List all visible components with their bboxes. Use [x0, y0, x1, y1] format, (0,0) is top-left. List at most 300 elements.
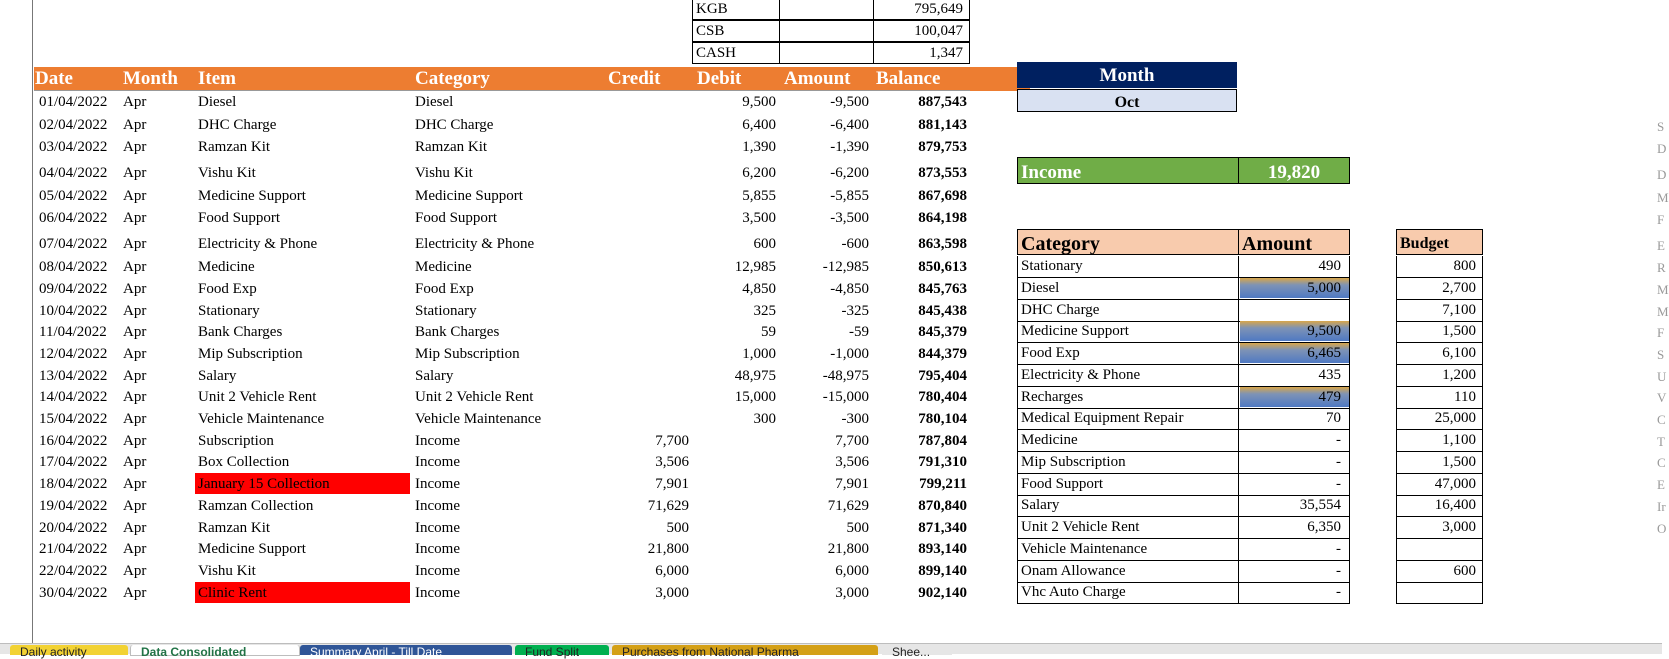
cell-amount[interactable]: -1,390 [830, 139, 869, 155]
cell-category[interactable]: DHC Charge [415, 117, 494, 133]
cell-debit[interactable]: 1,390 [742, 139, 776, 155]
cell-item[interactable]: Box Collection [198, 454, 290, 470]
cell-item[interactable]: DHC Charge [198, 117, 277, 133]
summary-category-cell[interactable] [1017, 539, 1239, 561]
cell-debit[interactable]: 4,850 [742, 281, 776, 297]
summary-category-cell[interactable] [1017, 517, 1239, 539]
summary-budget-cell[interactable] [1396, 474, 1483, 496]
cell-date[interactable]: 01/04/2022 [39, 94, 108, 110]
cell-debit[interactable]: 3,500 [742, 210, 776, 226]
cell-date[interactable]: 09/04/2022 [39, 281, 108, 297]
summary-category-text: Medical Equipment Repair [1021, 410, 1184, 426]
cell-credit[interactable]: 6,000 [655, 563, 689, 579]
cell-debit[interactable]: 6,200 [742, 165, 776, 181]
cell-item[interactable]: Ramzan Kit [198, 520, 271, 536]
cell-debit[interactable]: 6,400 [742, 117, 776, 133]
cell-amount[interactable]: -12,985 [822, 259, 869, 275]
cell-balance[interactable]: 864,198 [918, 210, 967, 226]
bank-balance-value[interactable]: 795,649 [914, 1, 963, 17]
cell-balance[interactable]: 867,698 [918, 188, 967, 204]
cell-date[interactable]: 05/04/2022 [39, 188, 108, 204]
cell-item[interactable]: Ramzan Collection [198, 498, 314, 514]
cell-debit[interactable]: 59 [761, 324, 776, 340]
summary-category-cell[interactable] [1017, 452, 1239, 474]
cell-date[interactable]: 02/04/2022 [39, 117, 108, 133]
summary-budget-text: 1,500 [1442, 323, 1476, 339]
cell-month[interactable]: Apr [123, 585, 147, 601]
cell-month[interactable]: Apr [123, 541, 147, 557]
cell-item[interactable]: Vishu Kit [198, 165, 256, 181]
cell-balance[interactable]: 879,753 [918, 139, 967, 155]
cell-amount[interactable]: 7,700 [835, 433, 869, 449]
summary-amount-text: 70 [1326, 410, 1341, 426]
cell-debit[interactable]: 325 [753, 303, 776, 319]
cell-item[interactable]: Diesel [198, 94, 237, 110]
cell-month[interactable]: Apr [123, 117, 147, 133]
summary-amount-cell[interactable] [1238, 365, 1350, 387]
cell-balance[interactable]: 899,140 [918, 563, 967, 579]
clipped-cell-text: M [1657, 190, 1669, 205]
sheet-tab[interactable]: Purchases from National Pharma [612, 645, 878, 655]
cell-date[interactable]: 21/04/2022 [39, 541, 108, 557]
cell-category[interactable]: Income [415, 520, 460, 536]
cell-month[interactable]: Apr [123, 389, 147, 405]
summary-amount-cell[interactable] [1238, 452, 1350, 474]
cell-balance[interactable]: 902,140 [918, 585, 967, 601]
summary-category-cell[interactable] [1017, 321, 1239, 343]
cell-credit[interactable]: 3,506 [655, 454, 689, 470]
cell-divider [873, 43, 874, 63]
cell-amount[interactable]: 500 [846, 520, 869, 536]
summary-category-text: Electricity & Phone [1021, 367, 1141, 383]
cell-date[interactable]: 16/04/2022 [39, 433, 108, 449]
summary-amount-text: - [1336, 584, 1341, 600]
clipped-cell-text: V [1657, 390, 1667, 405]
summary-budget-cell[interactable] [1396, 321, 1483, 343]
cell-category[interactable]: Bank Charges [415, 324, 500, 340]
cell-balance[interactable]: 870,840 [918, 498, 967, 514]
cell-balance[interactable]: 791,310 [918, 454, 967, 470]
summary-category-cell[interactable] [1017, 561, 1239, 583]
cell-amount[interactable]: 7,901 [835, 476, 869, 492]
summary-amount-cell[interactable] [1238, 539, 1350, 561]
cell-divider [873, 21, 874, 41]
cell-month[interactable]: Apr [123, 476, 147, 492]
summary-budget-text: 800 [1453, 258, 1476, 274]
sheet-tab[interactable]: Fund Split [515, 645, 609, 655]
summary-amount-cell[interactable] [1238, 430, 1350, 452]
summary-amount-cell[interactable] [1238, 561, 1350, 583]
cell-category[interactable]: Income [415, 541, 460, 557]
summary-category-text: Medicine Support [1021, 323, 1129, 339]
summary-category-cell[interactable] [1017, 365, 1239, 387]
summary-category-cell[interactable] [1017, 474, 1239, 496]
header-debit[interactable]: Debit [697, 68, 742, 89]
cell-item[interactable]: Clinic Rent [198, 585, 267, 601]
cell-category[interactable]: Income [415, 454, 460, 470]
cell-item[interactable]: Medicine Support [198, 188, 306, 204]
summary-amount-text: 5,000 [1307, 280, 1341, 296]
clipped-cell-text: T [1657, 434, 1665, 449]
cell-month[interactable]: Apr [123, 281, 147, 297]
cell-category[interactable]: Income [415, 476, 460, 492]
summary-budget-cell[interactable] [1396, 430, 1483, 452]
summary-category-cell[interactable] [1017, 343, 1239, 365]
summary-budget-cell[interactable] [1396, 517, 1483, 539]
cell-balance[interactable]: 780,104 [918, 411, 967, 427]
clipped-cell-text: F [1657, 325, 1665, 340]
cell-amount[interactable]: -9,500 [830, 94, 869, 110]
cell-date[interactable]: 20/04/2022 [39, 520, 108, 536]
cell-month[interactable]: Apr [123, 520, 147, 536]
cell-amount[interactable]: 3,506 [835, 454, 869, 470]
cell-balance[interactable]: 845,438 [918, 303, 967, 319]
cell-amount[interactable]: 6,000 [835, 563, 869, 579]
clipped-cell-text: E [1657, 238, 1665, 253]
cell-debit[interactable]: 300 [753, 411, 776, 427]
clipped-cell-text: M [1657, 304, 1669, 319]
cell-balance[interactable]: 873,553 [918, 165, 967, 181]
cell-amount[interactable]: -325 [841, 303, 869, 319]
summary-category-cell[interactable] [1017, 256, 1239, 278]
cell-month[interactable]: Apr [123, 303, 147, 319]
bank-name[interactable]: CSB [696, 23, 725, 39]
summary-category-text: Vhc Auto Charge [1021, 584, 1126, 600]
summary-amount-text: 6,350 [1307, 519, 1341, 535]
cell-month[interactable]: Apr [123, 259, 147, 275]
cell-amount[interactable]: -300 [841, 411, 869, 427]
header-balance[interactable]: Balance [876, 68, 941, 89]
cell-date[interactable]: 06/04/2022 [39, 210, 108, 226]
cell-debit[interactable]: 5,855 [742, 188, 776, 204]
summary-category-text: DHC Charge [1021, 302, 1100, 318]
cell-month[interactable]: Apr [123, 563, 147, 579]
cell-item[interactable]: Medicine Support [198, 541, 306, 557]
cell-balance[interactable]: 893,140 [918, 541, 967, 557]
summary-amount-text: - [1336, 563, 1341, 579]
cell-month[interactable]: Apr [123, 188, 147, 204]
cell-item[interactable]: Vishu Kit [198, 563, 256, 579]
cell-date[interactable]: 10/04/2022 [39, 303, 108, 319]
cell-item[interactable]: Electricity & Phone [198, 236, 318, 252]
clipped-cell-text: O [1657, 521, 1667, 536]
cell-category[interactable]: Diesel [415, 94, 454, 110]
summary-category-cell[interactable] [1017, 430, 1239, 452]
summary-amount-text: 490 [1318, 258, 1341, 274]
summary-category-cell[interactable] [1017, 582, 1239, 604]
summary-category-text: Stationary [1021, 258, 1083, 274]
cell-category[interactable]: Medicine [415, 259, 472, 275]
cell-debit[interactable]: 48,975 [734, 368, 776, 384]
summary-budget-cell[interactable] [1396, 343, 1483, 365]
header-item[interactable]: Item [198, 68, 236, 89]
cell-amount[interactable]: -48,975 [822, 368, 869, 384]
cell-credit[interactable]: 21,800 [647, 541, 689, 557]
header-credit[interactable]: Credit [608, 68, 661, 89]
cell-credit[interactable]: 500 [666, 520, 689, 536]
summary-budget-cell[interactable] [1396, 300, 1483, 322]
cell-month[interactable]: Apr [123, 165, 147, 181]
summary-budget-text: 3,000 [1442, 519, 1476, 535]
cell-date[interactable]: 07/04/2022 [39, 236, 108, 252]
cell-date[interactable]: 22/04/2022 [39, 563, 108, 579]
summary-amount-cell[interactable] [1238, 474, 1350, 496]
cell-category[interactable]: Income [415, 585, 460, 601]
income-label-cell[interactable]: Income [1017, 157, 1239, 184]
cell-item[interactable]: Vehicle Maintenance [198, 411, 325, 427]
cell-category[interactable]: Income [415, 498, 460, 514]
cell-month[interactable]: Apr [123, 210, 147, 226]
clipped-cell-text: S [1657, 119, 1665, 134]
cell-date[interactable]: 15/04/2022 [39, 411, 108, 427]
cell-credit[interactable]: 7,901 [655, 476, 689, 492]
cell-date[interactable]: 03/04/2022 [39, 139, 108, 155]
summary-amount-cell[interactable] [1238, 321, 1350, 343]
cell-category[interactable]: Mip Subscription [415, 346, 520, 362]
cell-balance[interactable]: 780,404 [918, 389, 967, 405]
sheet-tab[interactable]: Summary April - Till Date [300, 645, 512, 655]
cell-amount[interactable]: -4,850 [830, 281, 869, 297]
summary-category-text: Mip Subscription [1021, 454, 1126, 470]
cell-balance[interactable]: 787,804 [918, 433, 967, 449]
clipped-cell-text: E [1657, 477, 1665, 492]
cell-month[interactable]: Apr [123, 346, 147, 362]
cell-divider [873, 0, 874, 19]
summary-amount-cell[interactable] [1238, 256, 1350, 278]
summary-category-cell[interactable] [1017, 495, 1239, 517]
cell-month[interactable]: Apr [123, 139, 147, 155]
summary-budget-text: 1,100 [1442, 432, 1476, 448]
cell-debit[interactable]: 600 [753, 236, 776, 252]
summary-amount-cell[interactable] [1238, 300, 1350, 322]
summary-budget-cell[interactable] [1396, 452, 1483, 474]
sheet-tab[interactable]: Daily activity [10, 645, 128, 655]
clipped-cell-text: Ir [1657, 499, 1666, 514]
summary-budget-cell[interactable] [1396, 495, 1483, 517]
sheet-tab[interactable]: Shee... [882, 645, 952, 655]
cell-balance[interactable]: 845,763 [918, 281, 967, 297]
clipped-cell-text: S [1657, 347, 1665, 362]
summary-budget-text: 6,100 [1442, 345, 1476, 361]
summary-budget-cell[interactable] [1396, 561, 1483, 583]
cell-category[interactable]: Food Exp [415, 281, 474, 297]
bank-balance-row [692, 42, 970, 64]
cell-amount[interactable]: 21,800 [827, 541, 869, 557]
cell-amount[interactable]: -59 [849, 324, 869, 340]
cell-balance[interactable]: 845,379 [918, 324, 967, 340]
cell-amount[interactable]: -5,855 [830, 188, 869, 204]
cell-amount[interactable]: -15,000 [822, 389, 869, 405]
cell-item[interactable]: Food Support [198, 210, 281, 226]
cell-divider [779, 0, 780, 19]
bank-name[interactable]: KGB [696, 1, 728, 17]
clipped-cell-text: F [1657, 212, 1665, 227]
summary-amount-text: 35,554 [1299, 497, 1341, 513]
summary-budget-cell[interactable] [1396, 408, 1483, 430]
summary-budget-text: 600 [1453, 563, 1476, 579]
cell-date[interactable]: 08/04/2022 [39, 259, 108, 275]
cell-balance[interactable]: 887,543 [918, 94, 967, 110]
cell-amount[interactable]: -6,400 [830, 117, 869, 133]
summary-budget-cell[interactable] [1396, 387, 1483, 409]
cell-amount[interactable]: 71,629 [827, 498, 869, 514]
cell-category[interactable]: Salary [415, 368, 454, 384]
cell-month[interactable]: Apr [123, 368, 147, 384]
summary-category-cell[interactable] [1017, 387, 1239, 409]
cell-amount[interactable]: -1,000 [830, 346, 869, 362]
cell-item[interactable]: Subscription [198, 433, 274, 449]
cell-month[interactable]: Apr [123, 433, 147, 449]
header-month[interactable]: Month [123, 68, 178, 89]
cell-balance[interactable]: 844,379 [918, 346, 967, 362]
summary-amount-cell[interactable] [1238, 495, 1350, 517]
cell-date[interactable]: 04/04/2022 [39, 165, 108, 181]
summary-category-text: Vehicle Maintenance [1021, 541, 1148, 557]
cell-balance[interactable]: 881,143 [918, 117, 967, 133]
summary-amount-text: - [1336, 454, 1341, 470]
clipped-cell-text: U [1657, 369, 1667, 384]
cell-category[interactable]: Ramzan Kit [415, 139, 488, 155]
cell-item[interactable]: Salary [198, 368, 237, 384]
cell-category[interactable]: Unit 2 Vehicle Rent [415, 389, 534, 405]
clipped-cell-text: M [1657, 282, 1669, 297]
cell-debit[interactable]: 1,000 [742, 346, 776, 362]
month-value-cell[interactable]: Oct [1017, 89, 1237, 112]
cell-date[interactable]: 11/04/2022 [39, 324, 107, 340]
cell-item[interactable]: January 15 Collection [198, 476, 330, 492]
cell-month[interactable]: Apr [123, 94, 147, 110]
clipped-cell-text: D [1657, 141, 1667, 156]
cell-category[interactable]: Income [415, 433, 460, 449]
cell-item[interactable]: Unit 2 Vehicle Rent [198, 389, 317, 405]
cell-category[interactable]: Vishu Kit [415, 165, 473, 181]
summary-category-text: Onam Allowance [1021, 563, 1126, 579]
summary-category-text: Unit 2 Vehicle Rent [1021, 519, 1140, 535]
summary-budget-cell[interactable] [1396, 278, 1483, 300]
cell-date[interactable]: 19/04/2022 [39, 498, 108, 514]
summary-budget-text: 1,200 [1442, 367, 1476, 383]
cell-credit[interactable]: 71,629 [647, 498, 689, 514]
month-label-cell[interactable]: Month [1017, 62, 1237, 88]
bank-balance-value[interactable]: 1,347 [929, 45, 963, 61]
cell-balance[interactable]: 799,211 [919, 476, 967, 492]
summary-category-cell[interactable] [1017, 278, 1239, 300]
summary-header-category[interactable]: Category [1017, 229, 1239, 255]
cell-category[interactable]: Stationary [415, 303, 477, 319]
clipped-cell-text: R [1657, 260, 1666, 275]
cell-balance[interactable]: 871,340 [918, 520, 967, 536]
summary-budget-cell[interactable] [1396, 539, 1483, 561]
header-category[interactable]: Category [415, 68, 490, 89]
summary-header-budget[interactable]: Budget [1396, 229, 1483, 255]
summary-budget-cell[interactable] [1396, 365, 1483, 387]
summary-budget-text: 7,100 [1442, 302, 1476, 318]
sheet-left-border [32, 0, 33, 643]
cell-category[interactable]: Electricity & Phone [415, 236, 535, 252]
cell-amount[interactable]: -600 [841, 236, 869, 252]
cell-item[interactable]: Food Exp [198, 281, 257, 297]
bank-name[interactable]: CASH [696, 45, 737, 61]
cell-date[interactable]: 12/04/2022 [39, 346, 108, 362]
header-date[interactable]: Date [35, 68, 73, 89]
clipped-cell-text: C [1657, 455, 1666, 470]
cell-category[interactable]: Medicine Support [415, 188, 523, 204]
summary-category-text: Food Support [1021, 476, 1104, 492]
summary-category-text: Recharges [1021, 389, 1084, 405]
cell-debit[interactable]: 12,985 [734, 259, 776, 275]
summary-category-cell[interactable] [1017, 300, 1239, 322]
cell-category[interactable]: Food Support [415, 210, 498, 226]
cell-amount[interactable]: 3,000 [835, 585, 869, 601]
summary-amount-text: 479 [1318, 389, 1341, 405]
header-amount[interactable]: Amount [784, 68, 851, 89]
summary-budget-cell[interactable] [1396, 582, 1483, 604]
cell-category[interactable]: Income [415, 563, 460, 579]
summary-amount-text: - [1336, 432, 1341, 448]
summary-amount-text: 9,500 [1307, 323, 1341, 339]
summary-budget-text: 47,000 [1434, 476, 1476, 492]
summary-amount-cell[interactable] [1238, 278, 1350, 300]
summary-category-cell[interactable] [1017, 408, 1239, 430]
summary-budget-text: 1,500 [1442, 454, 1476, 470]
cell-category[interactable]: Vehicle Maintenance [415, 411, 542, 427]
summary-amount-cell[interactable] [1238, 387, 1350, 409]
cell-date[interactable]: 30/04/2022 [39, 585, 108, 601]
cell-month[interactable]: Apr [123, 454, 147, 470]
summary-amount-cell[interactable] [1238, 517, 1350, 539]
summary-amount-cell[interactable] [1238, 582, 1350, 604]
summary-amount-cell[interactable] [1238, 343, 1350, 365]
cell-item[interactable]: Ramzan Kit [198, 139, 271, 155]
cell-balance[interactable]: 850,613 [918, 259, 967, 275]
cell-month[interactable]: Apr [123, 324, 147, 340]
clipped-cell-text: C [1657, 412, 1666, 427]
cell-credit[interactable]: 7,700 [655, 433, 689, 449]
cell-month[interactable]: Apr [123, 411, 147, 427]
cell-date[interactable]: 18/04/2022 [39, 476, 108, 492]
cell-debit[interactable]: 15,000 [734, 389, 776, 405]
sheet-tab-active[interactable]: Data Consolidated [130, 645, 300, 656]
cell-balance[interactable]: 863,598 [918, 236, 967, 252]
summary-budget-text: 2,700 [1442, 280, 1476, 296]
cell-item[interactable]: Mip Subscription [198, 346, 303, 362]
bank-balance-value[interactable]: 100,047 [914, 23, 963, 39]
cell-credit[interactable]: 3,000 [655, 585, 689, 601]
cell-item[interactable]: Medicine [198, 259, 255, 275]
cell-debit[interactable]: 9,500 [742, 94, 776, 110]
summary-amount-text: 6,465 [1307, 345, 1341, 361]
cell-month[interactable]: Apr [123, 236, 147, 252]
summary-header-amount[interactable]: Amount [1238, 229, 1350, 255]
cell-amount[interactable]: -3,500 [830, 210, 869, 226]
cell-date[interactable]: 13/04/2022 [39, 368, 108, 384]
cell-divider [779, 21, 780, 41]
summary-category-text: Medicine [1021, 432, 1078, 448]
summary-budget-cell[interactable] [1396, 256, 1483, 278]
cell-balance[interactable]: 795,404 [918, 368, 967, 384]
cell-item[interactable]: Bank Charges [198, 324, 283, 340]
cell-item[interactable]: Stationary [198, 303, 260, 319]
cell-date[interactable]: 17/04/2022 [39, 454, 108, 470]
cell-amount[interactable]: -6,200 [830, 165, 869, 181]
summary-category-text: Salary [1021, 497, 1060, 513]
summary-budget-text: 16,400 [1434, 497, 1476, 513]
summary-amount-cell[interactable] [1238, 408, 1350, 430]
cell-month[interactable]: Apr [123, 498, 147, 514]
cell-date[interactable]: 14/04/2022 [39, 389, 108, 405]
income-value-cell[interactable]: 19,820 [1238, 157, 1350, 184]
clipped-cell-text: D [1657, 167, 1667, 182]
